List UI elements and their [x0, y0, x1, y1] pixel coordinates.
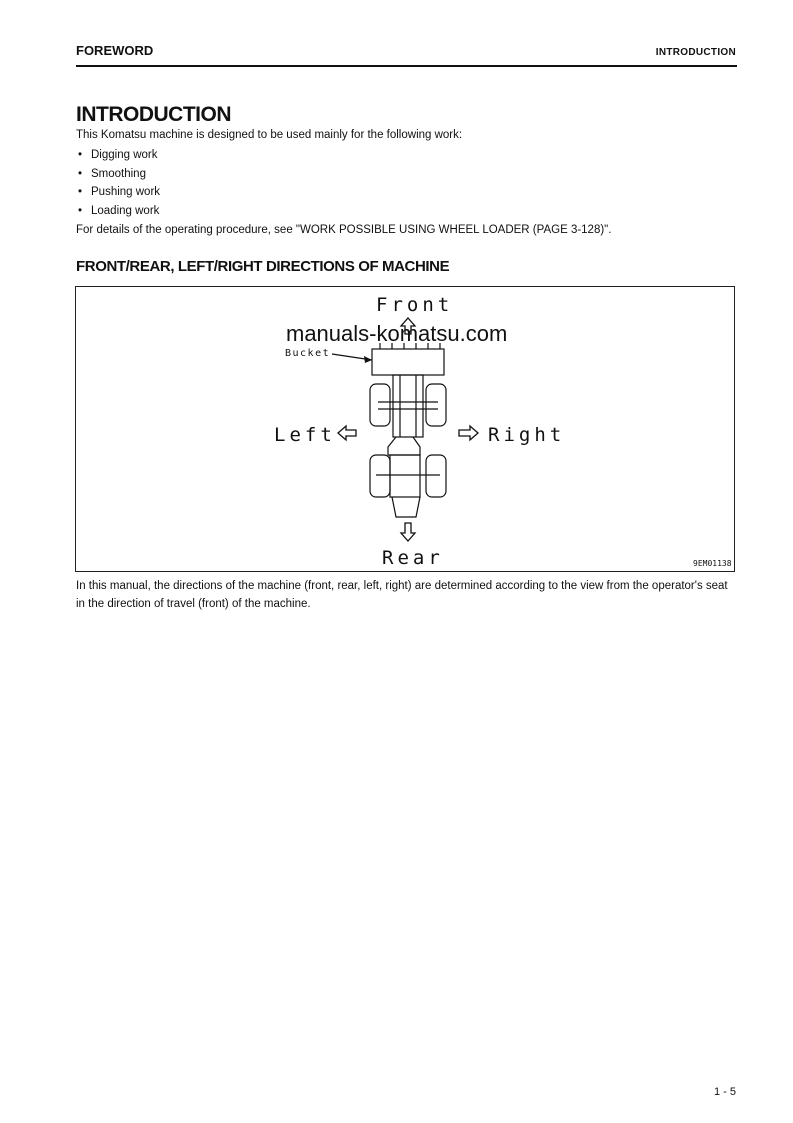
counterweight-shape — [392, 497, 420, 517]
bucket-shape — [372, 349, 444, 375]
leader-arrowhead — [364, 356, 372, 363]
front-label: Front — [376, 294, 454, 316]
figure-code: 9EM01138 — [693, 559, 732, 568]
list-item-label: Loading work — [91, 205, 160, 217]
bucket-label: Bucket — [285, 348, 331, 359]
list-item — [78, 185, 160, 200]
left-label: Left — [274, 424, 336, 446]
list-item — [78, 167, 146, 182]
articulation-joint — [388, 437, 420, 455]
header-section-title: FOREWORD — [76, 43, 154, 58]
list-item — [78, 148, 157, 163]
list-item-label: Pushing work — [91, 186, 161, 198]
right-label: Right — [488, 424, 566, 446]
rear-arrow-icon — [401, 523, 415, 541]
front-left-wheel — [370, 384, 390, 426]
bullet-icon: • — [78, 186, 83, 198]
header-rule — [76, 65, 737, 67]
section-title: FRONT/REAR, LEFT/RIGHT DIRECTIONS OF MACHINE — [76, 258, 450, 275]
list-item — [78, 204, 159, 219]
rear-label: Rear — [382, 547, 444, 569]
bullet-icon: • — [78, 205, 83, 217]
rear-left-wheel — [370, 455, 390, 497]
watermark-text: manuals-komatsu.com — [286, 321, 508, 346]
header-chapter-title: INTRODUCTION — [655, 47, 736, 58]
page-number: 1 - 5 — [713, 1086, 736, 1098]
front-right-wheel — [426, 384, 446, 426]
bullet-icon: • — [78, 149, 83, 161]
list-item-label: Digging work — [91, 149, 158, 161]
right-arrow-icon — [459, 426, 478, 440]
intro-paragraph: This Komatsu machine is designed to be used mainly for the following work: — [76, 129, 463, 141]
bullet-icon: • — [78, 168, 83, 180]
direction-description: In this manual, the directions of the machine (front, rear, left, right) are determined according to the view from the operator's seat in the direction of travel (front) of the machine. — [76, 580, 728, 610]
left-arrow-icon — [338, 426, 356, 440]
rear-frame-shape — [390, 455, 420, 497]
page-title: INTRODUCTION — [76, 103, 231, 126]
rear-right-wheel — [426, 455, 446, 497]
front-frame-shape — [393, 375, 423, 437]
reference-paragraph: For details of the operating procedure, see "WORK POSSIBLE USING WHEEL LOADER (PAGE 3-128)". — [76, 224, 612, 236]
list-item-label: Smoothing — [91, 168, 146, 180]
